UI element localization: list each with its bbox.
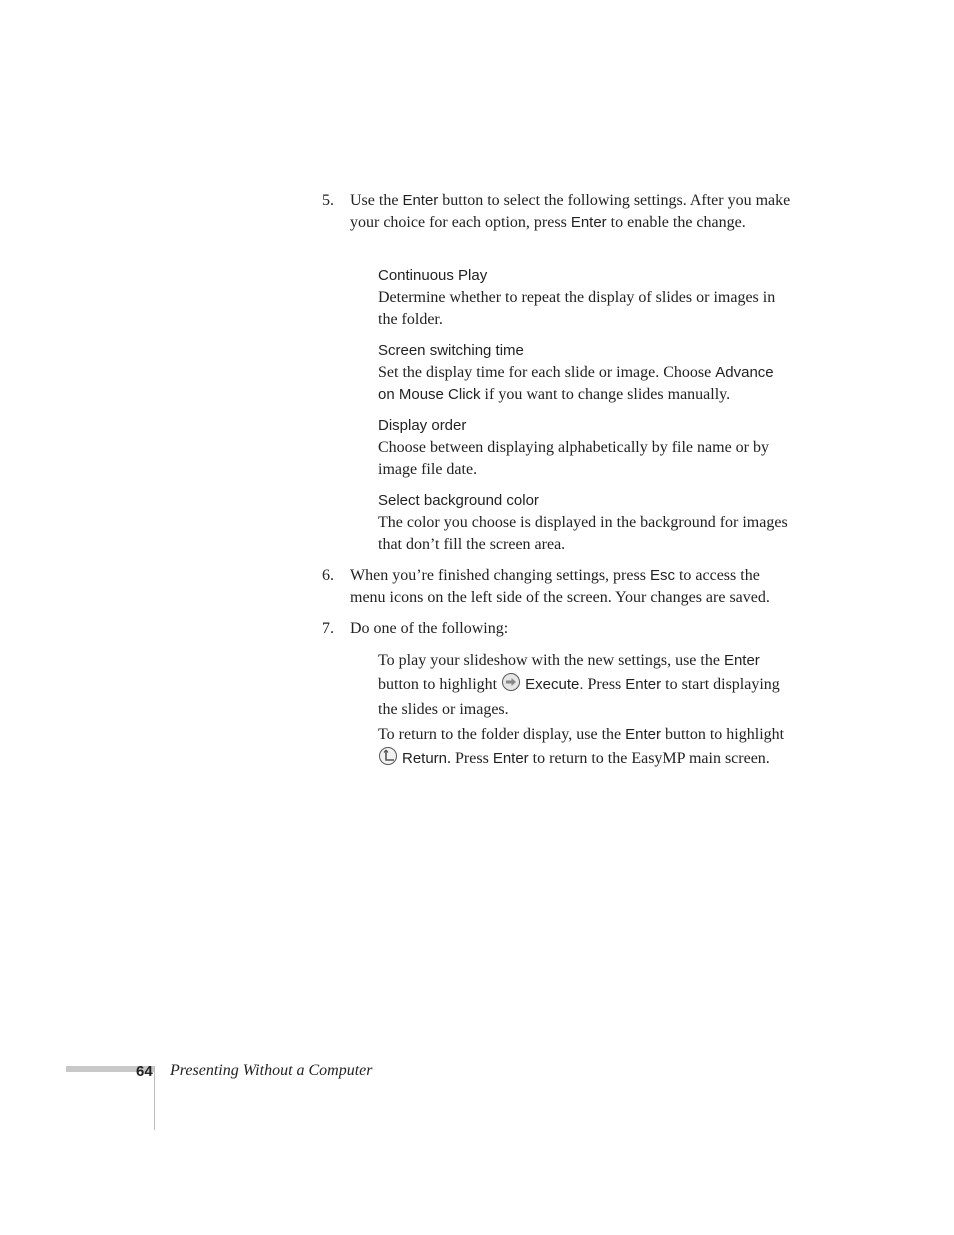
footer-rule [154, 1066, 155, 1130]
step-number: 7. [322, 620, 334, 637]
option-description: The color you choose is displayed in the background for images that don’t fill the screen area. [378, 514, 788, 553]
option-heading: Display order [378, 417, 467, 434]
option-heading: Continuous Play [378, 267, 488, 284]
option-screen-switching-time [378, 340, 788, 406]
option-description: Set the display time for each slide or image. Choose Advance on Mouse Click if you want to change slides manually. [378, 364, 774, 403]
option-background-color [378, 490, 788, 556]
enter-key-label: Enter [570, 214, 607, 231]
page-number: 64 [136, 1063, 153, 1080]
enter-key-label: Enter [402, 192, 439, 209]
step-6 [322, 565, 792, 609]
step-number: 5. [322, 192, 334, 209]
advance-on-mouse-click-label: Advance on Mouse Click [378, 364, 774, 403]
step-text: Do one of the following: [350, 620, 509, 637]
option-heading: Screen switching time [378, 342, 524, 359]
execute-icon [501, 672, 521, 699]
execute-instructions: To play your slideshow with the new settings, use the Enter button to highlight Execute. Press Enter to start displaying the slides or images. [378, 652, 780, 718]
option-description: Determine whether to repeat the display of slides or images in the folder. [378, 289, 776, 328]
step-5 [322, 190, 792, 234]
esc-key-label: Esc [649, 567, 675, 584]
option-heading: Select background color [378, 492, 539, 509]
enter-key-label: Enter [625, 676, 662, 693]
return-icon [378, 746, 398, 773]
option-continuous-play [378, 265, 788, 331]
step-text: When you’re finished changing settings, press Esc to access the menu icons on the left side of the screen. Your changes are saved. [350, 567, 770, 606]
return-instructions: To return to the folder display, use the Enter button to highlight Return. Press Enter to return to the EasyMP main screen. [378, 724, 788, 773]
return-label: Return [402, 750, 448, 767]
enter-key-label: Enter [625, 726, 661, 743]
option-description: Choose between displaying alphabetically by file name or by image file date. [378, 439, 769, 478]
option-display-order [378, 415, 788, 481]
enter-key-label: Enter [723, 652, 760, 669]
step-text: Use the Enter button to select the following settings. After you make your choice for each option, press Enter to enable the change. [350, 192, 791, 231]
enter-key-label: Enter [492, 750, 529, 767]
execute-label: Execute. [525, 676, 584, 693]
step-7 [322, 618, 792, 640]
step-number: 6. [322, 567, 334, 584]
section-title: Presenting Without a Computer [170, 1062, 373, 1079]
